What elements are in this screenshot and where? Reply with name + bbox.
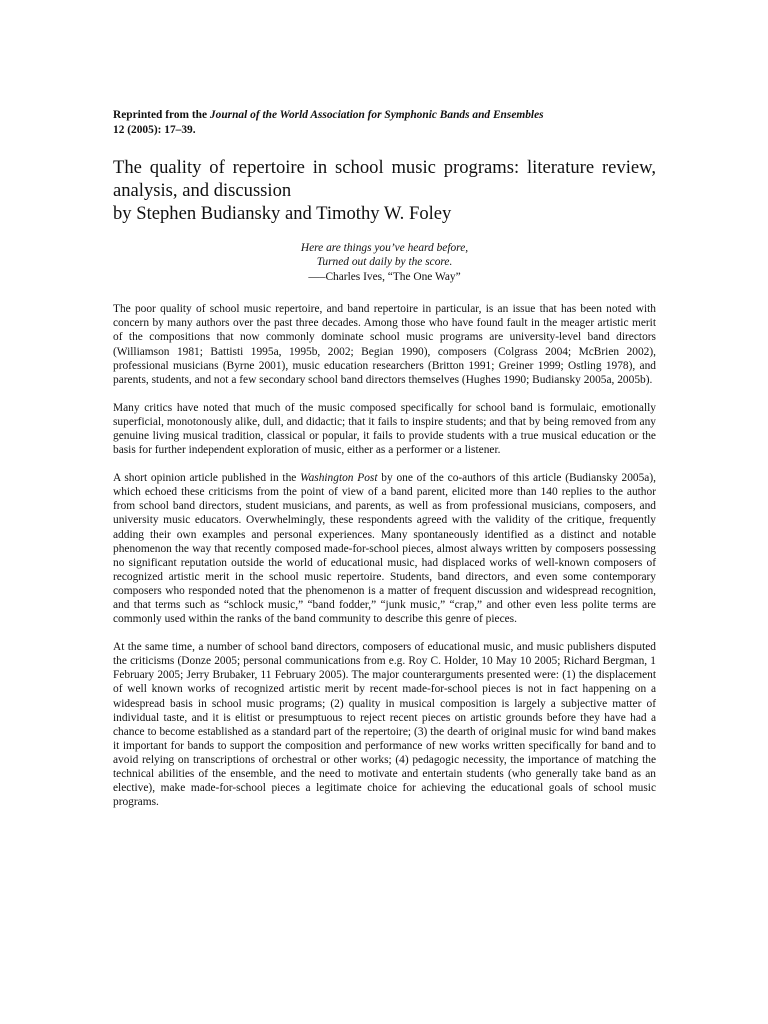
newspaper-name: Washington Post (300, 472, 378, 485)
article-title (113, 156, 656, 225)
paragraph-1: The poor quality of school music repertoire, and band repertoire in particular, is an issue that has been noted with concern by many authors over the past three decades. Among those who have found fault in the meager artistic merit of the compositions that now commonly dominate school music programs are university-level band directors (Williamson 1981; Battisti 1995a, 1995b, 2002; Begian 1990), composers (Colgrass 2004; McBrien 2002), professional musicians (Byrne 2001), music education researchers (Britton 1991; Greiner 1999; Ostling 1978), and parents, students, and not a few secondary school band directors themselves (Hughes 1990; Budiansky 2005a, 2005b). (113, 303, 656, 386)
journal-citation: 12 (2005): 17–39. (113, 124, 196, 136)
epigraph (113, 241, 656, 284)
paragraph-3-start: A short opinion article published in the (113, 472, 301, 485)
epigraph-line-2: Turned out daily by the score. (316, 256, 453, 269)
author-byline: by Stephen Budiansky and Timothy W. Foley (113, 203, 452, 224)
paragraph-3 (113, 471, 656, 626)
reprint-prefix: Reprinted from the (113, 109, 210, 121)
document-page (113, 108, 656, 823)
paragraph-4: At the same time, a number of school band directors, composers of educational music, and music publishers disputed the criticisms (Donze 2005; personal communications from e.g. Roy C. Holder, 10 May 10 2005; Richard Bergman, 1 February 2005; Jerry Brubaker, 11 February 2005). The major counterarguments presented were: (1) the displacement of well known works of recognized artistic merit by recent made-for-school pieces is not in fact happening on a widespread basis in school music programs; (2) quality in musical composition is largely a subjective matter of individual taste, and it is elitist or presumptuous to reject recent pieces on artistic grounds before they have had a chance to become established as a standard part of the repertoire; (3) the dearth of original music for wind band makes it important for bands to support the composition and performance of new works written specifically for band and to avoid relying on transcriptions of orchestral or other works; (4) pedagogic necessity, the importance of matching the technical abilities of the ensemble, and the need to motivate and entertain students (who generally take band as an elective), make made-for-school pieces a legitimate choice for achieving the educational goals of school music programs. (113, 641, 656, 809)
journal-name: Journal of the World Association for Symphonic Bands and Ensembles (209, 109, 544, 121)
article-body (113, 302, 656, 809)
epigraph-line-1: Here are things you’ve heard before, (300, 242, 469, 254)
reprint-notice (113, 108, 656, 138)
title-text: The quality of repertoire in school music programs: literature review, analysis, and discussion (113, 157, 656, 201)
epigraph-attribution: —–Charles Ives, “The One Way” (308, 270, 461, 283)
paragraph-2: Many critics have noted that much of the music composed specifically for school band is formulaic, emotionally superficial, monotonously alike, dull, and didactic; that it fails to inspire students; and that by being removed from any genuine living musical tradition, classical or popular, it fails to provide students with a true musical education or the basis for further independent exploration of music, either as a performer or a listener. (113, 401, 656, 457)
paragraph-3-rest: by one of the co-authors of this article (Budiansky 2005a), which echoed these criticisms from the point of view of a band parent, elicited more than 140 replies to the author from school band directors, student musicians, and parents, as well as from professional musicians, composers, and university music educators. Overwhelmingly, these respondents agreed with the validity of the critique, frequently adding their own examples and personal experiences. Many spontaneously identified as a distinct and notable phenomenon the way that recently composed made-for-school pieces, almost always written by composers possessing no significant reputation outside the world of educational music, had displaced works of well-known composers of recognized artistic merit in the school music repertoire. Students, band directors, and even some contemporary composers who responded noted that the phenomenon is a matter of frequent discussion and widespread recognition, and that terms such as “schlock music,” “band fodder,” “junk music,” “crap,” and other even less polite terms are commonly used within the ranks of the band community to describe this genre of pieces. (113, 472, 656, 626)
